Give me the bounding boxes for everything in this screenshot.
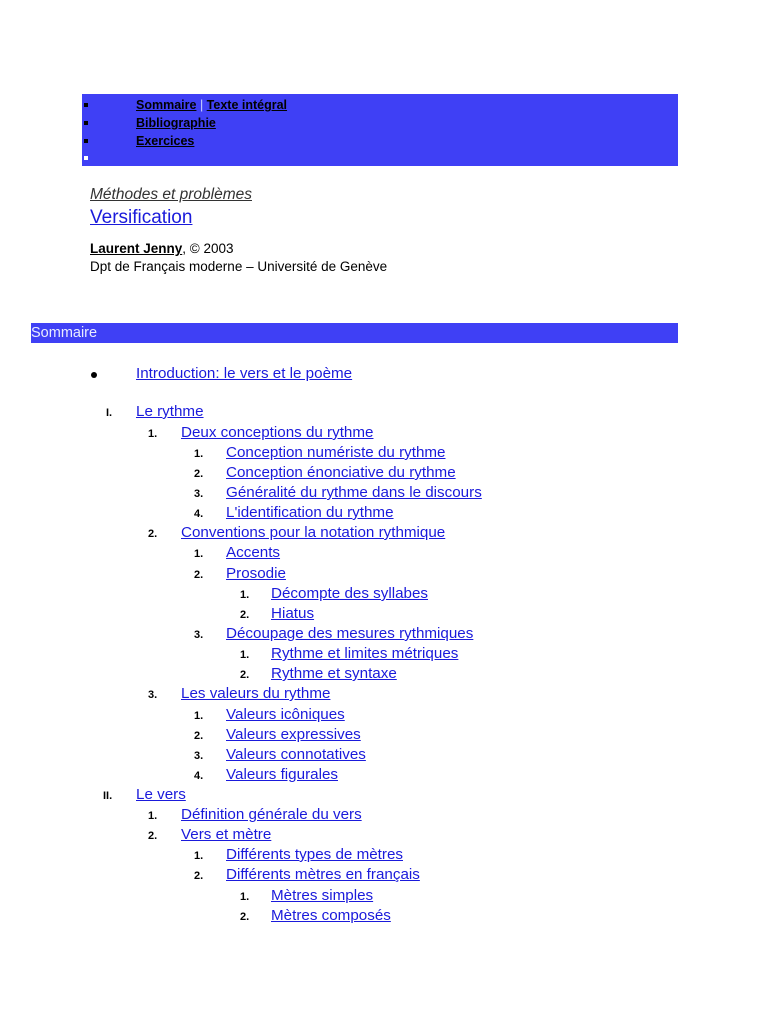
toc-link-valeurs-iconiques[interactable]: Valeurs icôniques (226, 706, 345, 723)
toc-marker: I. (106, 407, 113, 419)
toc-link-conception-enonciative[interactable]: Conception énonciative du rythme (226, 464, 456, 481)
toc-link-decompte[interactable]: Décompte des syllabes (271, 585, 429, 602)
toc-marker: 3. (194, 488, 204, 500)
affiliation: Dpt de Français moderne – Université de Genève (90, 259, 388, 274)
toc-link-types-metres[interactable]: Différents types de mètres (226, 846, 403, 863)
toc-marker: 2. (148, 830, 158, 842)
toc-link-valeurs-connotatives[interactable]: Valeurs connotatives (226, 746, 366, 763)
nav-link-bibliographie[interactable]: Bibliographie (136, 116, 216, 130)
toc-marker: 1. (240, 589, 250, 601)
toc-link-hiatus[interactable]: Hiatus (271, 605, 315, 622)
toc-marker: 1. (194, 548, 204, 560)
toc-marker: 4. (194, 770, 204, 782)
toc-link-valeurs-figurales[interactable]: Valeurs figurales (226, 766, 338, 783)
toc-link-metres-simples[interactable]: Mètres simples (271, 887, 374, 904)
toc-marker: II. (103, 790, 113, 802)
bullet-icon (91, 372, 97, 378)
toc-link-rythme-syntaxe[interactable]: Rythme et syntaxe (271, 665, 397, 682)
toc-link-le-vers[interactable]: Le vers (136, 786, 186, 803)
toc-marker: 2. (194, 569, 204, 581)
toc-marker: 1. (194, 448, 204, 460)
toc-link-vers-metre[interactable]: Vers et mètre (181, 826, 272, 843)
toc-marker: 2. (194, 730, 204, 742)
copyright-text: , © 2003 (182, 241, 234, 256)
toc-link-deux-conceptions[interactable]: Deux conceptions du rythme (181, 424, 374, 441)
toc-marker: 2. (240, 669, 250, 681)
subject-heading: Méthodes et problèmes (90, 186, 252, 203)
toc-marker: 1. (148, 428, 158, 440)
toc-marker: 2. (148, 528, 158, 540)
toc-link-conception-numeriste[interactable]: Conception numériste du rythme (226, 444, 446, 461)
toc-marker: 1. (240, 891, 250, 903)
toc-link-conventions[interactable]: Conventions pour la notation rythmique (181, 524, 446, 541)
toc-link-definition[interactable]: Définition générale du vers (181, 806, 362, 823)
toc-link-metres-composes[interactable]: Mètres composés (271, 907, 391, 924)
toc-link-identification[interactable]: L'identification du rythme (226, 504, 394, 521)
toc-marker: 4. (194, 508, 204, 520)
nav-link-texte-integral[interactable]: Texte intégral (206, 98, 288, 112)
nav-link-exercices[interactable]: Exercices (136, 134, 195, 148)
toc-marker: 2. (194, 468, 204, 480)
toc-marker: 2. (194, 870, 204, 882)
toc-marker: 1. (194, 850, 204, 862)
toc-marker: 2. (240, 911, 250, 923)
toc-link-metres-francais[interactable]: Différents mètres en français (226, 866, 420, 883)
toc-link-accents[interactable]: Accents (226, 544, 281, 561)
toc-marker: 1. (240, 649, 250, 661)
sommaire-bar: Sommaire (31, 323, 678, 343)
toc-link-generalite[interactable]: Généralité du rythme dans le discours (226, 484, 482, 501)
nav-link-sommaire[interactable]: Sommaire (136, 98, 197, 112)
page-title[interactable]: Versification (90, 207, 193, 228)
toc-link-rythme[interactable]: Le rythme (136, 403, 204, 420)
toc-link-prosodie[interactable]: Prosodie (226, 565, 286, 582)
toc-link-rythme-limites[interactable]: Rythme et limites métriques (271, 645, 459, 662)
toc-marker: 3. (194, 629, 204, 641)
toc-link-valeurs-rythme[interactable]: Les valeurs du rythme (181, 685, 331, 702)
author-name: Laurent Jenny (90, 241, 183, 256)
toc-marker: 1. (194, 710, 204, 722)
toc-marker: 3. (194, 750, 204, 762)
toc-link-valeurs-expressives[interactable]: Valeurs expressives (226, 726, 361, 743)
nav-separator: | (199, 98, 204, 112)
toc-link-intro[interactable]: Introduction: le vers et le poème (136, 365, 353, 382)
toc-marker: 3. (148, 689, 158, 701)
toc-marker: 1. (148, 810, 158, 822)
toc-marker: 2. (240, 609, 250, 621)
toc-link-decoupage[interactable]: Découpage des mesures rythmiques (226, 625, 474, 642)
